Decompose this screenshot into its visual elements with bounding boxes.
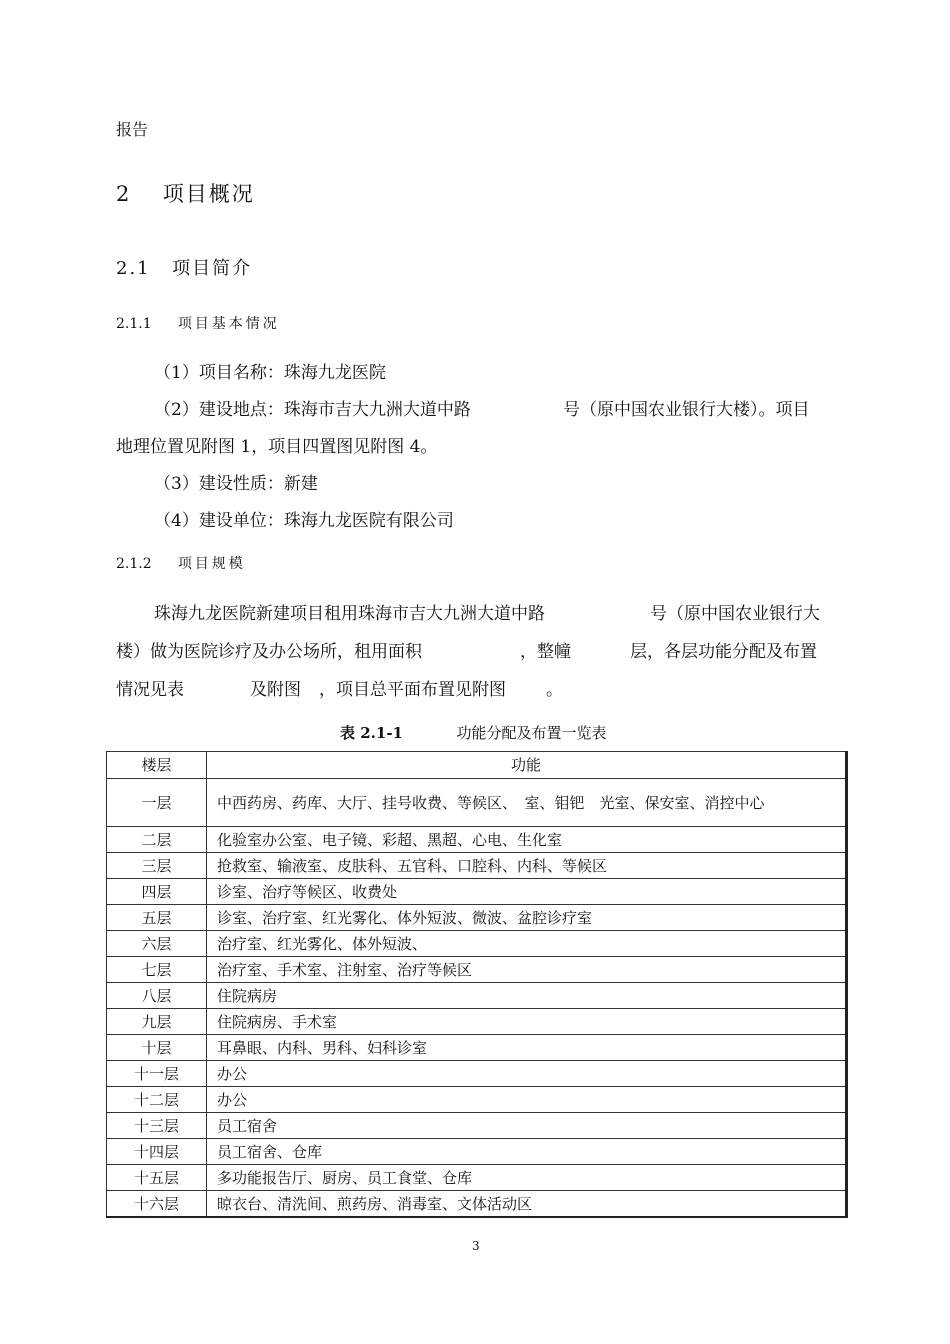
scale-line2-a: 楼）做为医院诊疗及办公场所，租用面积 bbox=[116, 642, 422, 662]
subsection-title: 项目基本情况 bbox=[177, 316, 280, 332]
function-cell: 办公 bbox=[207, 1061, 847, 1087]
table-row bbox=[107, 1139, 847, 1165]
table-row bbox=[107, 983, 847, 1009]
table-row bbox=[107, 827, 847, 853]
floor-cell: 五层 bbox=[107, 905, 207, 931]
table-row bbox=[107, 1061, 847, 1087]
section-heading bbox=[116, 254, 252, 280]
page-number: 3 bbox=[472, 1239, 480, 1253]
table-row bbox=[107, 1191, 847, 1218]
function-cell: 多功能报告厅、厨房、员工食堂、仓库 bbox=[207, 1165, 847, 1191]
function-cell: 诊室、治疗室、红光雾化、体外短波、微波、盆腔诊疗室 bbox=[207, 905, 847, 931]
scale-line3-c: ，项目总平面布置见附图 bbox=[319, 680, 506, 700]
scale-line2-c: 层，各层功能分配及布置 bbox=[630, 642, 817, 662]
floor-cell: 八层 bbox=[107, 983, 207, 1009]
floor-cell: 十二层 bbox=[107, 1087, 207, 1113]
function-cell: 诊室、治疗等候区、收费处 bbox=[207, 879, 847, 905]
subsection-heading-2 bbox=[116, 553, 246, 573]
scale-line3-b: 及附图 bbox=[250, 680, 301, 700]
table-row bbox=[107, 905, 847, 931]
floor-cell: 一层 bbox=[107, 779, 207, 827]
function-cell: 化验室办公室、电子镜、彩超、黑超、心电、生化室 bbox=[207, 827, 847, 853]
scale-line3-d: 。 bbox=[546, 680, 563, 700]
function-table bbox=[106, 751, 848, 1218]
section-title: 项目简介 bbox=[172, 258, 253, 279]
scale-line1-b: 号（原中国农业银行大 bbox=[650, 604, 820, 624]
floor-cell: 二层 bbox=[107, 827, 207, 853]
floor-cell: 十一层 bbox=[107, 1061, 207, 1087]
table-row bbox=[107, 879, 847, 905]
item-location-part3: 地理位置见附图 1，项目四置图见附图 4。 bbox=[116, 437, 438, 457]
function-cell: 中西药房、药库、大厅、挂号收费、等候区、 室、钼钯 光室、保安室、消控中心 bbox=[207, 779, 847, 827]
floor-cell: 十层 bbox=[107, 1035, 207, 1061]
table-row bbox=[107, 1165, 847, 1191]
floor-cell: 七层 bbox=[107, 957, 207, 983]
section-number: 2.1 bbox=[116, 258, 151, 279]
floor-cell: 十三层 bbox=[107, 1113, 207, 1139]
floor-cell: 六层 bbox=[107, 931, 207, 957]
header-fragment: 报告 bbox=[116, 120, 149, 139]
subsection-number: 2.1.1 bbox=[116, 316, 152, 332]
function-cell: 耳鼻眼、内科、男科、妇科诊室 bbox=[207, 1035, 847, 1061]
chapter-title: 项目概况 bbox=[162, 182, 255, 206]
floor-cell: 三层 bbox=[107, 853, 207, 879]
floor-cell: 四层 bbox=[107, 879, 207, 905]
function-cell: 抢救室、输液室、皮肤科、五官科、口腔科、内科、等候区 bbox=[207, 853, 847, 879]
subsection-title: 项目规模 bbox=[177, 556, 246, 572]
table-row bbox=[107, 931, 847, 957]
item-builder: （4）建设单位：珠海九龙医院有限公司 bbox=[154, 511, 454, 531]
table-header-row bbox=[107, 752, 847, 779]
floor-cell: 十四层 bbox=[107, 1139, 207, 1165]
table-row bbox=[107, 1087, 847, 1113]
chapter-heading bbox=[116, 178, 255, 208]
item-location-part1: （2）建设地点：珠海市吉大九洲大道中路 bbox=[154, 400, 471, 420]
chapter-number: 2 bbox=[116, 182, 132, 206]
table-caption bbox=[340, 722, 607, 743]
table-row bbox=[107, 779, 847, 827]
function-cell: 办公 bbox=[207, 1087, 847, 1113]
function-cell: 住院病房 bbox=[207, 983, 847, 1009]
table-row bbox=[107, 1009, 847, 1035]
subsection-heading-1 bbox=[116, 313, 280, 333]
scale-line1-a: 珠海九龙医院新建项目租用珠海市吉大九洲大道中路 bbox=[154, 604, 545, 624]
function-cell: 住院病房、手术室 bbox=[207, 1009, 847, 1035]
item-nature: （3）建设性质：新建 bbox=[154, 474, 318, 494]
function-cell: 治疗室、红光雾化、体外短波、 bbox=[207, 931, 847, 957]
scale-line2-b: ，整幢 bbox=[520, 642, 571, 662]
table-row bbox=[107, 1035, 847, 1061]
function-cell: 员工宿舍、仓库 bbox=[207, 1139, 847, 1165]
item-location-part2: 号（原中国农业银行大楼）。项目 bbox=[563, 400, 810, 420]
scale-line3-a: 情况见表 bbox=[116, 680, 184, 700]
table-caption-title: 功能分配及布置一览表 bbox=[456, 724, 607, 742]
table-row bbox=[107, 957, 847, 983]
header-function: 功能 bbox=[207, 752, 847, 779]
table-row bbox=[107, 853, 847, 879]
function-cell: 员工宿舍 bbox=[207, 1113, 847, 1139]
function-cell: 治疗室、手术室、注射室、治疗等候区 bbox=[207, 957, 847, 983]
table-caption-label: 表 2.1-1 bbox=[340, 724, 403, 742]
table-row bbox=[107, 1113, 847, 1139]
function-cell: 晾衣台、清洗间、煎药房、消毒室、文体活动区 bbox=[207, 1191, 847, 1218]
floor-cell: 十六层 bbox=[107, 1191, 207, 1218]
floor-cell: 十五层 bbox=[107, 1165, 207, 1191]
floor-cell: 九层 bbox=[107, 1009, 207, 1035]
item-project-name: （1）项目名称：珠海九龙医院 bbox=[154, 363, 386, 383]
subsection-number: 2.1.2 bbox=[116, 556, 152, 572]
header-floor: 楼层 bbox=[107, 752, 207, 779]
